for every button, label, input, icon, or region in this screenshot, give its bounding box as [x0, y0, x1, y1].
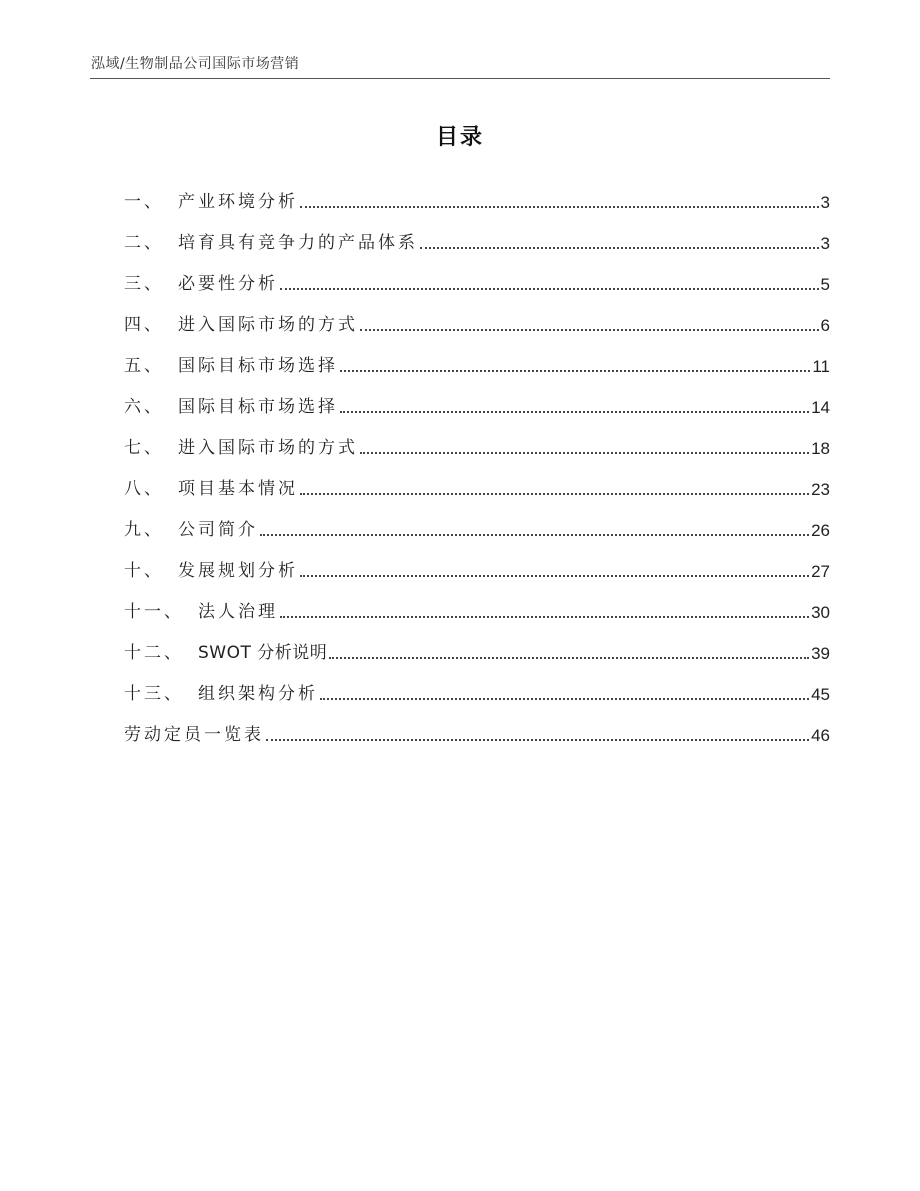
toc-page-number: 26 [811, 521, 830, 540]
toc-page-number: 23 [811, 480, 830, 499]
toc-entry-number: 七、 [124, 438, 164, 458]
toc-dot-leader [260, 534, 809, 536]
toc-entry[interactable] [124, 498, 830, 539]
toc-entry-title: 法人治理 [198, 602, 278, 622]
toc-entry-title: 项目基本情况 [178, 479, 298, 499]
toc-entry-number: 五、 [124, 356, 164, 376]
toc-page-number: 39 [811, 644, 830, 663]
toc-entry-title: 组织架构分析 [198, 684, 318, 704]
toc-page-number: 6 [820, 316, 830, 335]
toc-dot-leader [329, 657, 809, 659]
toc-entry[interactable] [124, 662, 830, 703]
toc-page-number: 5 [820, 275, 830, 294]
toc-entry-number: 四、 [124, 315, 164, 335]
toc-entry[interactable] [124, 621, 830, 662]
table-of-contents [124, 170, 830, 744]
running-header: 泓域/生物制品公司国际市场营销 [91, 56, 300, 72]
toc-page-number: 27 [811, 562, 830, 581]
toc-entry[interactable] [124, 703, 830, 744]
toc-entry-number: 六、 [124, 397, 164, 417]
toc-dot-leader [300, 206, 819, 208]
toc-entry[interactable] [124, 334, 830, 375]
toc-entry-title: 必要性分析 [178, 274, 278, 294]
toc-dot-leader [300, 493, 809, 495]
toc-entry-number: 一、 [124, 192, 164, 212]
toc-entry-title: 进入国际市场的方式 [178, 315, 358, 335]
toc-entry[interactable] [124, 170, 830, 211]
toc-entry[interactable] [124, 293, 830, 334]
toc-entry-title: 进入国际市场的方式 [178, 438, 358, 458]
toc-page-number: 46 [811, 726, 830, 745]
page-title: 目录 [435, 125, 484, 150]
toc-page-number: 45 [811, 685, 830, 704]
toc-entry[interactable] [124, 580, 830, 621]
toc-entry-number: 十三、 [124, 684, 184, 704]
toc-entry-title: 公司简介 [178, 520, 258, 540]
toc-entry-title: 劳动定员一览表 [124, 725, 264, 745]
toc-dot-leader [340, 370, 810, 372]
header-divider [90, 78, 830, 79]
toc-entry-title: 产业环境分析 [178, 192, 298, 212]
toc-entry[interactable] [124, 211, 830, 252]
toc-entry[interactable] [124, 539, 830, 580]
toc-entry-number: 二、 [124, 233, 164, 253]
toc-page-number: 3 [820, 234, 830, 253]
toc-entry-number: 三、 [124, 274, 164, 294]
toc-dot-leader [266, 739, 809, 741]
toc-entry[interactable] [124, 457, 830, 498]
toc-page-number: 3 [820, 193, 830, 212]
toc-dot-leader [360, 329, 819, 331]
toc-page-number: 30 [811, 603, 830, 622]
toc-entry-number: 八、 [124, 479, 164, 499]
toc-dot-leader [280, 288, 819, 290]
toc-entry-number: 十二、 [124, 643, 184, 663]
toc-dot-leader [340, 411, 809, 413]
toc-page-number: 14 [811, 398, 830, 417]
toc-dot-leader [320, 698, 809, 700]
toc-page-number: 11 [812, 357, 830, 376]
toc-entry-number: 十、 [124, 561, 164, 581]
toc-entry-number: 十一、 [124, 602, 184, 622]
toc-dot-leader [280, 616, 809, 618]
toc-entry-title: SWOT 分析说明 [198, 643, 328, 663]
toc-entry[interactable] [124, 252, 830, 293]
toc-page-number: 18 [811, 439, 830, 458]
toc-entry-title: 国际目标市场选择 [178, 356, 338, 376]
toc-entry-title: 国际目标市场选择 [178, 397, 338, 417]
toc-entry-title: 发展规划分析 [178, 561, 298, 581]
toc-dot-leader [360, 452, 809, 454]
toc-entry[interactable] [124, 375, 830, 416]
toc-entry[interactable] [124, 416, 830, 457]
toc-dot-leader [420, 247, 819, 249]
toc-entry-number: 九、 [124, 520, 164, 540]
toc-entry-title: 培育具有竞争力的产品体系 [178, 233, 418, 253]
toc-dot-leader [300, 575, 809, 577]
